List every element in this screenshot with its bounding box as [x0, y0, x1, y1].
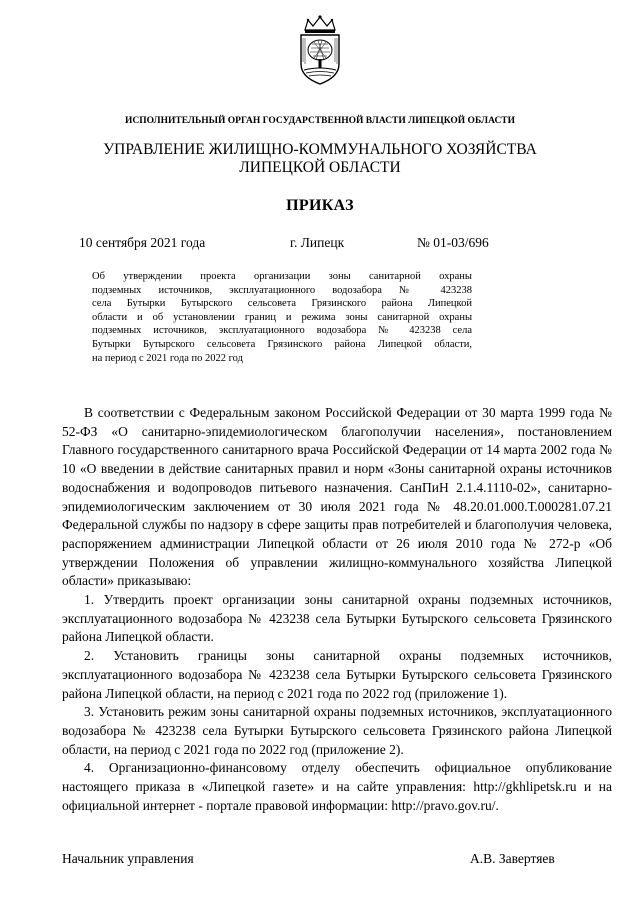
department-name [0, 141, 640, 177]
order-subject [92, 270, 472, 365]
subject-line: подземных источников, эксплуатационного водозабора № 423238 села [92, 325, 472, 337]
order-item-1: 1. Утвердить проект организации зоны санитарной охраны подземных источников, эксплуатационного водозабора № 423238 села Бутырки Бутырского сельсовета Грязинского района Липецкой области. [62, 592, 612, 645]
document-date: 10 сентября 2021 года [79, 235, 206, 250]
order-body [62, 404, 612, 815]
signatory-title: Начальник управления [62, 851, 194, 866]
subject-line: на период с 2021 года по 2022 год [92, 352, 243, 364]
subject-line: Бутырки Бутырского сельсовета Грязинского района Липецкой области, [92, 338, 472, 350]
subject-line: Об утверждении проекта организации зоны санитарной охраны [92, 271, 472, 282]
subject-line: села Бутырки Бутырского сельсовета Грязинского района Липецкой [92, 298, 472, 310]
subject-line: области и об установлении границ и режима зоны санитарной охраны [92, 311, 472, 323]
order-item-4: 4. Организационно-финансовому отделу обеспечить официальное опубликование настоящего приказа в «Липецкой газете» и на сайте управления: http://gkhlipetsk.ru и на официальной интернет - портале правовой информации: http://pravo.gov.ru/. [62, 760, 612, 813]
order-item-2: 2. Установить границы зоны санитарной охраны подземных источников, эксплуатационного водозабора № 423238 села Бутырки Бутырского сельсовета Грязинского района Липецкой области, на период с 2021 года по 2022 год (приложение 1). [62, 648, 612, 701]
issuing-authority: ИСПОЛНИТЕЛЬНЫЙ ОРГАН ГОСУДАРСТВЕННОЙ ВЛАСТИ ЛИПЕЦКОЙ ОБЛАСТИ [124, 116, 516, 126]
subject-line: подземных источников, эксплуатационного водозабора № 423238 [92, 284, 472, 296]
document-type-heading: ПРИКАЗ [286, 197, 354, 214]
department-name-line-2: ЛИПЕЦКОЙ ОБЛАСТИ [239, 159, 401, 176]
preamble-paragraph: В соответствии с Федеральным законом Российской Федерации от 30 марта 1999 года № 52-ФЗ «О санитарно-эпидемиологическом благополучии населения», постановлением Главного государственного санитарного врача Российской Федерации от 14 марта 2002 года № 10 «О введении в действие санитарных правил и норм «Зоны санитарной охраны источников водоснабжения и водопроводов питьевого назначения. СанПиН 2.1.4.1110-02», санитарно-эпидемиологическим заключением от 30 июля 2021 года № 48.20.01.000.Т.000281.07.21 Федеральной службы по надзору в сфере защиты прав потребителей и благополучия человека, распоряжением администрации Липецкой области от 26 июля 2010 года № 272-р «Об утверждении Положения об управлении жилищно-коммунального хозяйства Липецкой области» приказываю: [62, 405, 612, 589]
signatory-name: А.В. Завертяев [470, 851, 555, 866]
department-name-line-1: УПРАВЛЕНИЕ ЖИЛИЩНО-КОММУНАЛЬНОГО ХОЗЯЙСТВА [103, 141, 537, 158]
document-city: г. Липецк [290, 235, 345, 250]
coat-of-arms-icon [293, 14, 347, 86]
document-number: № 01-03/696 [417, 235, 489, 250]
order-item-3: 3. Установить режим зоны санитарной охраны подземных источников, эксплуатационного водозабора № 423238 села Бутырки Бутырского сельсовета Грязинского района Липецкой области, на период с 2021 года по 2022 год (приложение 2). [62, 704, 612, 757]
